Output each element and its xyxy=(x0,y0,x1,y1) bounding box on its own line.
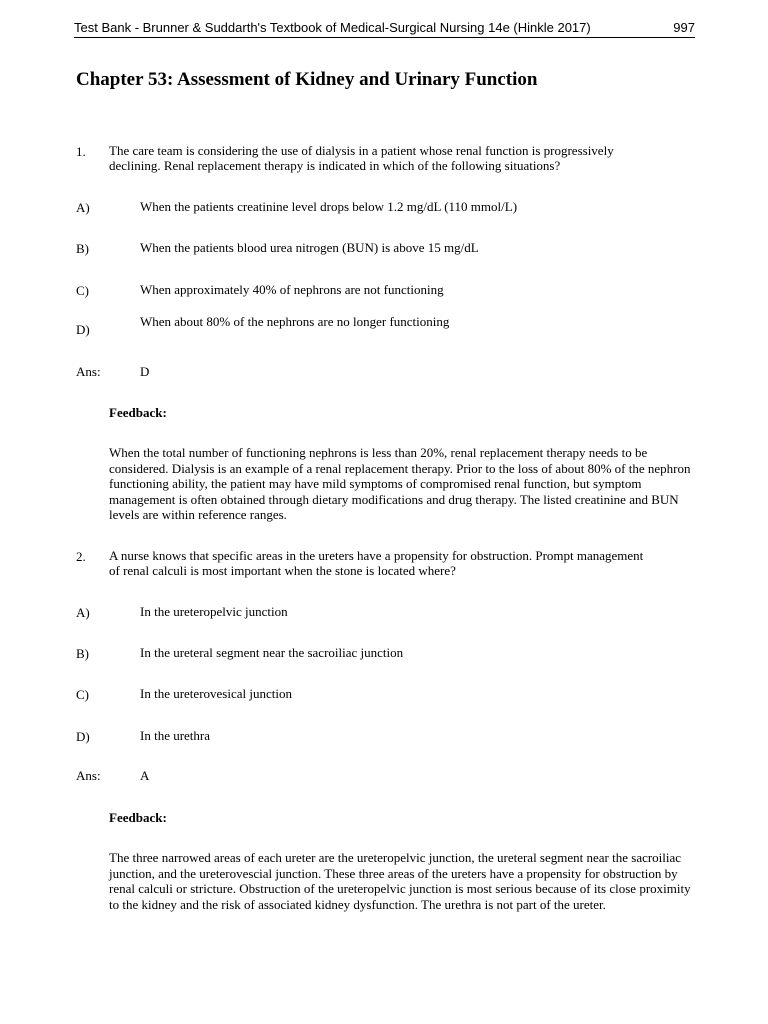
option-letter: D) xyxy=(76,322,90,337)
page-number: 997 xyxy=(673,20,695,35)
option-letter: C) xyxy=(76,687,89,702)
feedback-label: Feedback: xyxy=(109,810,167,825)
option-letter: B) xyxy=(76,646,89,661)
question-stem-line: The care team is considering the use of dialysis in a patient whose renal function is progressively xyxy=(109,143,614,158)
answer-label: Ans: xyxy=(76,768,101,783)
option-text: When about 80% of the nephrons are no longer functioning xyxy=(140,314,450,329)
option-text: When the patients blood urea nitrogen (BUN) is above 15 mg/dL xyxy=(140,240,479,255)
feedback-text: The three narrowed areas of each ureter are the ureteropelvic junction, the ureteral segment near the sacroiliac junction, and the ureterovescial junction. These three areas of the ureters have a propensity for obstruction by renal calculi or stricture. Obstruction of the ureteropelvic junction is most serious because of its close proximity to the kidney and the risk of associated kidney dysfunction. The urethra is not part of the ureter. xyxy=(109,850,691,912)
answer-label: Ans: xyxy=(76,364,101,379)
option-letter: D) xyxy=(76,729,90,744)
feedback-label: Feedback: xyxy=(109,405,167,420)
option-text: When the patients creatinine level drops below 1.2 mg/dL (110 mmol/L) xyxy=(140,199,518,214)
answer-value: D xyxy=(140,364,150,379)
header-divider xyxy=(74,37,695,38)
option-text: In the ureteropelvic junction xyxy=(140,604,288,619)
option-text: In the urethra xyxy=(140,728,211,743)
question-stem-line: A nurse knows that specific areas in the ureters have a propensity for obstruction. Prompt management xyxy=(109,548,644,563)
question-stem-line: declining. Renal replacement therapy is indicated in which of the following situations? xyxy=(109,158,561,173)
option-text: In the ureteral segment near the sacroiliac junction xyxy=(140,645,404,660)
feedback-text: When the total number of functioning nephrons is less than 20%, renal replacement therapy needs to be considered. Dialysis is an example of a renal replacement therapy. Prior to the loss of about 80% of the nephron functioning ability, the patient may have mild symptoms of compromised renal function, but symptom management is often obtained through dietary modifications and drug therapy. The listed creatinine and BUN levels are within reference ranges. xyxy=(109,445,691,522)
option-letter: B) xyxy=(76,241,89,256)
chapter-title: Chapter 53: Assessment of Kidney and Urinary Function xyxy=(76,69,538,90)
question-number: 2. xyxy=(76,549,86,564)
option-letter: A) xyxy=(76,605,90,620)
answer-value: A xyxy=(140,768,150,783)
question-number: 1. xyxy=(76,144,86,159)
option-letter: C) xyxy=(76,283,89,298)
running-header: Test Bank - Brunner & Suddarth's Textbook of Medical-Surgical Nursing 14e (Hinkle 2017) xyxy=(74,20,591,35)
option-letter: A) xyxy=(76,200,90,215)
question-stem-line: of renal calculi is most important when the stone is located where? xyxy=(109,563,456,578)
option-text: When approximately 40% of nephrons are not functioning xyxy=(140,282,444,297)
option-text: In the ureterovesical junction xyxy=(140,686,292,701)
